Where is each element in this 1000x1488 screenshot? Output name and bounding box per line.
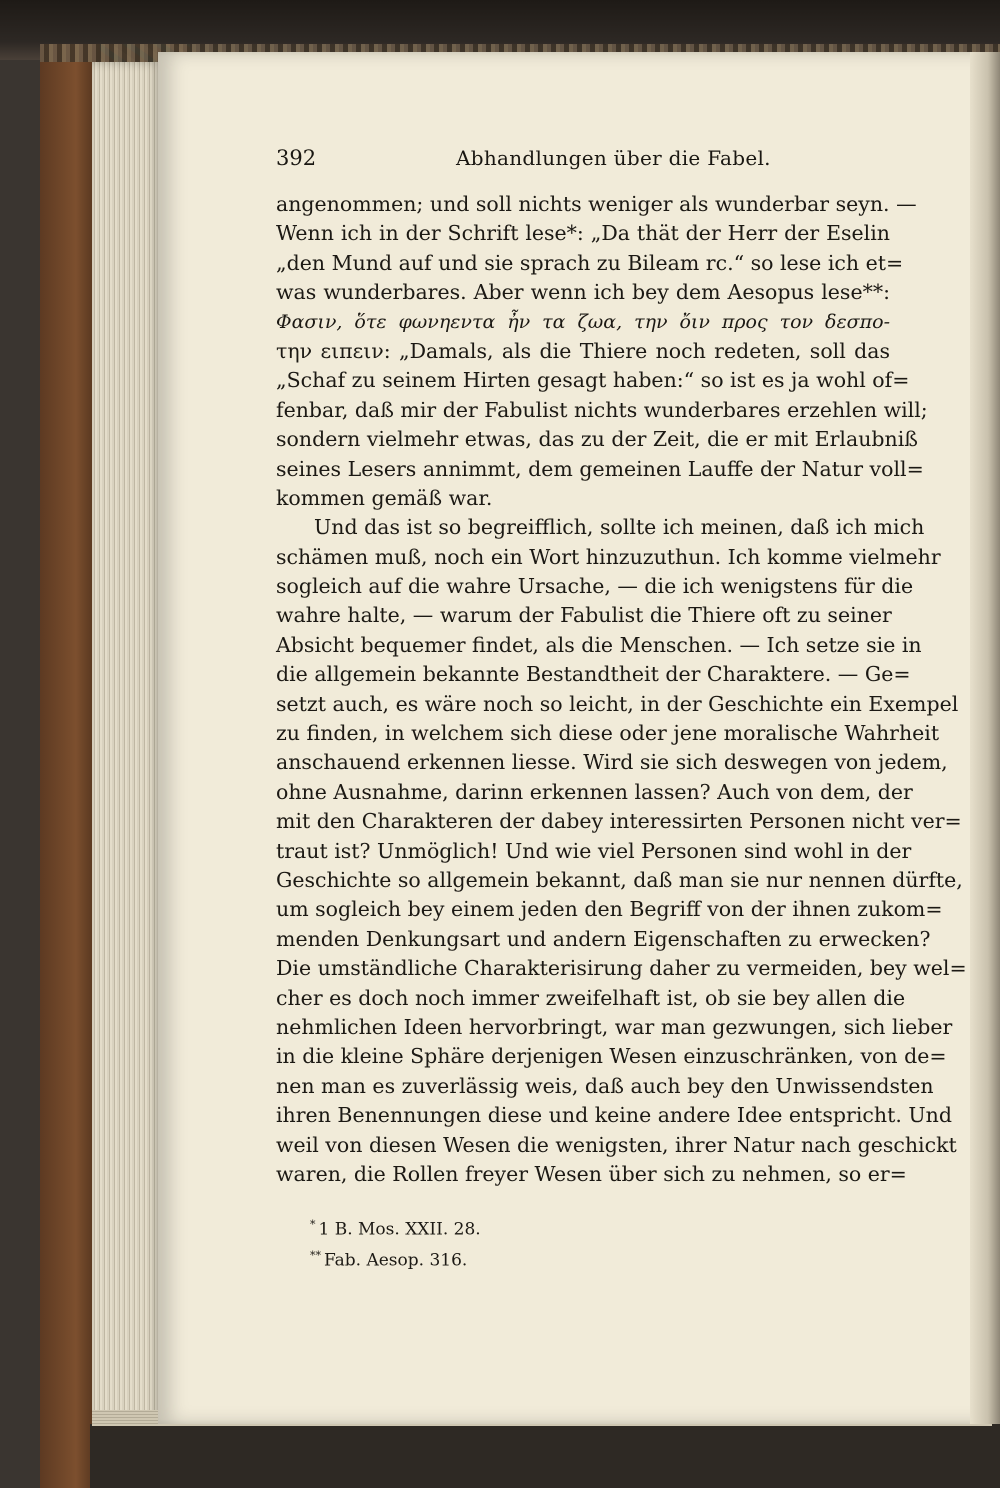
footnote-text: Fab. Aesop. 316. xyxy=(324,1250,468,1271)
text-line: Die umständliche Charakterisirung daher zu vermeiden, bey wel= xyxy=(276,956,967,981)
text-line: menden Denkungsart und andern Eigenschaften zu erwecken? xyxy=(276,926,931,951)
text-line: in die kleine Sphäre derjenigen Wesen einzuschränken, von de= xyxy=(276,1044,947,1069)
text-line: um sogleich bey einem jeden den Begriff von der ihnen zukom= xyxy=(276,897,943,922)
text-line: cher es doch noch immer zweifelhaft ist, ob sie bey allen die xyxy=(276,985,906,1010)
text-line: Wenn ich in der Schrift lese*: „Da thät der Herr der Eselin xyxy=(276,221,890,246)
text-line: die allgemein bekannte Bestandtheit der Charaktere. — Ge= xyxy=(276,662,911,687)
text-line: was wunderbares. Aber wenn ich bey dem Aesopus lese**: xyxy=(276,280,890,305)
footnote-mark: ** xyxy=(310,1248,321,1262)
text-line: wahre halte, — warum der Fabulist die Thiere oft zu seiner xyxy=(276,603,892,628)
running-head: Abhandlungen über die Fabel. xyxy=(456,146,771,170)
text-line: schämen muß, noch ein Wort hinzuzuthun. Ich komme vielmehr xyxy=(276,544,941,569)
text-line: waren, die Rollen freyer Wesen über sich zu nehmen, so er= xyxy=(276,1161,907,1186)
footnote xyxy=(310,1212,870,1243)
text-line: sogleich auf die wahre Ursache, — die ich wenigstens für die xyxy=(276,574,914,599)
footnotes xyxy=(310,1212,870,1273)
text-line: ohne Ausnahme, darinn erkennen lassen? Auch von dem, der xyxy=(276,779,913,804)
text-line: anschauend erkennen liesse. Wird sie sich deswegen von jedem, xyxy=(276,750,948,775)
text-line: seines Lesers annimmt, dem gemeinen Lauffe der Natur voll= xyxy=(276,456,924,481)
text-line: angenommen; und soll nichts weniger als wunderbar seyn. — xyxy=(276,192,917,216)
text-line: nen man es zuverlässig weis, daß auch bey den Unwissendsten xyxy=(276,1073,934,1098)
text-line: sondern vielmehr etwas, das zu der Zeit, die er mit Erlaubniß xyxy=(276,427,918,452)
footnote-text: 1 B. Mos. XXII. 28. xyxy=(318,1219,481,1240)
text-line: „Schaf zu seinem Hirten gesagt haben:“ so ist es ja wohl of= xyxy=(276,368,910,393)
text-line: Geschichte so allgemein bekannt, daß man sie nur nennen dürfte, xyxy=(276,867,963,892)
footnote xyxy=(310,1243,870,1274)
text-line: fenbar, daß mir der Fabulist nichts wunderbares erzehlen will; xyxy=(276,397,928,422)
text-line: „den Mund auf und sie sprach zu Bileam rc.“ so lese ich et= xyxy=(276,250,904,275)
text-line: mit den Charakteren der dabey interessirten Personen nicht ver= xyxy=(276,809,962,834)
text-line: setzt auch, es wäre noch so leicht, in der Geschichte ein Exempel xyxy=(276,691,959,716)
page-stack-left xyxy=(92,62,162,1426)
page-gutter-right xyxy=(970,52,1000,1424)
body-text xyxy=(276,190,967,1189)
page-number: 392 xyxy=(276,146,317,170)
text-line: ihren Benennungen diese und keine andere Idee entspricht. Und xyxy=(276,1103,952,1128)
text-line: Absicht bequemer findet, als die Menschen. — Ich setze sie in xyxy=(276,632,922,657)
page-header xyxy=(276,146,888,176)
greek-quote-line: Φασιν, ὅτε φωνηεντα ἦν τα ζωα, την ὄιν προς τον δεσπο- xyxy=(276,310,890,333)
book-spine-band xyxy=(40,44,100,1488)
text-line: kommen gemäß war. xyxy=(276,485,493,510)
text-line: την ειπειν: „Damals, als die Thiere noch redeten, soll das xyxy=(276,338,890,363)
footnote-mark: * xyxy=(310,1218,316,1231)
text-line: weil von diesen Wesen die wenigsten, ihrer Natur nach geschickt xyxy=(276,1132,957,1157)
text-line: nehmlichen Ideen hervorbringt, war man gezwungen, sich lieber xyxy=(276,1014,953,1039)
scan-background-bottom xyxy=(90,1424,1000,1488)
paragraph-start-line: Und das ist so begreifflich, sollte ich meinen, daß ich mich xyxy=(314,515,925,540)
text-line: traut ist? Unmöglich! Und wie viel Personen sind wohl in der xyxy=(276,838,912,863)
text-line: zu finden, in welchem sich diese oder jene moralische Wahrheit xyxy=(276,721,940,746)
